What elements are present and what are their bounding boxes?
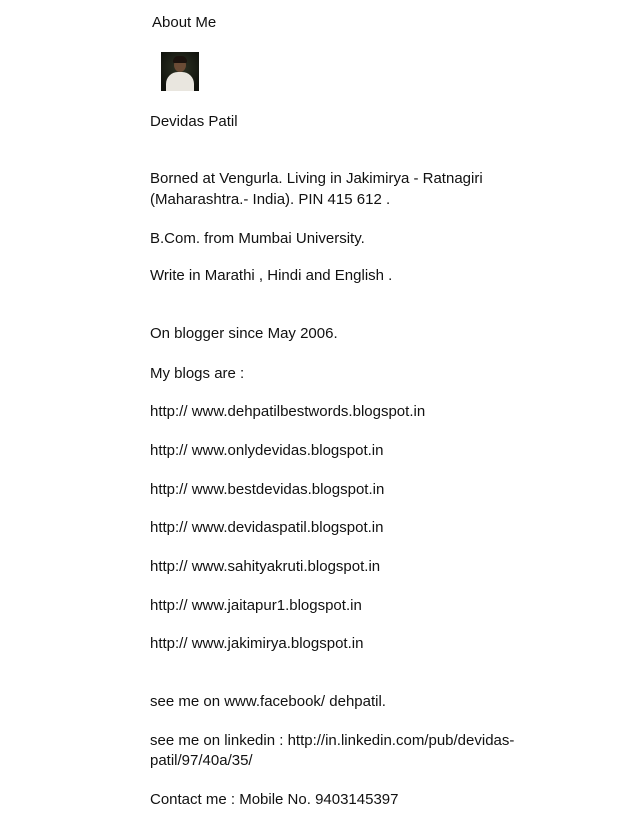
- blog-link[interactable]: http:// www.dehpatilbestwords.blogspot.in: [150, 403, 426, 420]
- contact-line: Contact me : Mobile No. 9403145397: [150, 791, 399, 808]
- photo-person-body: [166, 72, 194, 91]
- bio-location-line: (Maharashtra.- India). PIN 415 612 .: [150, 191, 391, 208]
- about-me-heading: About Me: [152, 14, 217, 31]
- facebook-line[interactable]: see me on www.facebook/ dehpatil.: [150, 693, 386, 710]
- photo-person-hair: [173, 56, 187, 63]
- bio-blogger-since: On blogger since May 2006.: [150, 325, 338, 342]
- blog-link[interactable]: http:// www.devidaspatil.blogspot.in: [150, 519, 384, 536]
- linkedin-line[interactable]: see me on linkedin : http://in.linkedin.com/pub/devidas-: [150, 732, 515, 749]
- bio-education: B.Com. from Mumbai University.: [150, 230, 365, 247]
- blog-link[interactable]: http:// www.onlydevidas.blogspot.in: [150, 442, 384, 459]
- blogs-label: My blogs are :: [150, 365, 245, 382]
- linkedin-line-continued[interactable]: patil/97/40a/35/: [150, 752, 253, 769]
- blog-link[interactable]: http:// www.bestdevidas.blogspot.in: [150, 481, 385, 498]
- blog-link[interactable]: http:// www.sahityakruti.blogspot.in: [150, 558, 381, 575]
- profile-name: Devidas Patil: [150, 113, 238, 130]
- blog-link[interactable]: http:// www.jaitapur1.blogspot.in: [150, 597, 362, 614]
- profile-photo: [161, 52, 199, 91]
- bio-languages: Write in Marathi , Hindi and English .: [150, 267, 393, 284]
- bio-birthplace-line: Borned at Vengurla. Living in Jakimirya - Ratnagiri: [150, 170, 483, 187]
- blog-link[interactable]: http:// www.jakimirya.blogspot.in: [150, 635, 364, 652]
